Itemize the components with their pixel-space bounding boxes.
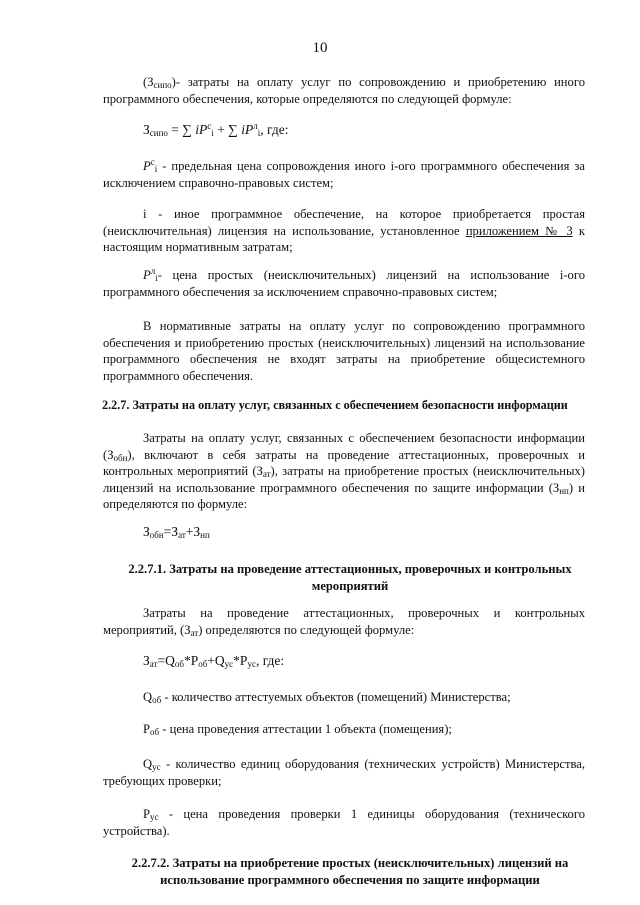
heading-2-2-7: 2.2.7. Затраты на оплату услуг, связанных с обеспечением безопасности информации (102, 398, 568, 412)
definition-license-price: $P^л_i-$ цена простых (неисключительных) лицензий на использование i-ого программного обеспечения за исключением справочно-правовых систем; (103, 266, 585, 299)
paragraph-security-costs: Затраты на оплату услуг, связанных с обеспечением безопасности информации $(З_{обн})$, включают в себя затраты на проведение аттестационных, проверочных и контрольных мероприятий $(З_{ат})$, затраты на приобретение простых (неисключительных) лицензий на использование программного обеспечения по защите информации $(З_{нп})$ и определяются по формуле: (103, 431, 585, 511)
heading-2-2-7-2: 2.2.7.2. Затраты на приобретение простых (неисключительных) лицензий на использование программного обеспечения по защите информации (131, 856, 569, 887)
formula-attestation: $З_{ат}=Q_{об}*P_{об}+Q_{ус}*P_{ус}$, где: (143, 653, 285, 669)
definition-i-software: i - иное программное обеспечение, на которое приобретается простая (неисключительная) лицензия на использование, установленное приложением № 3 к настоящим нормативным затратам; (103, 207, 585, 254)
definition-p-objects: $P_{об}$ - цена проведения аттестации 1 объекта (помещения); (143, 722, 452, 737)
paragraph-normative-exclusion: В нормативные затраты на оплату услуг по сопровождению программного обеспечения и приобретению простых (неисключительных) лицензий на использование программного обеспечения не входят затраты на приобретение общесистемного программного обеспечения. (103, 319, 585, 383)
paragraph-sipo-intro: $(З_{сипо})-$ затраты на оплату услуг по сопровождению и приобретению иного программного обеспечения, которые определяются по следующей формуле: (103, 75, 585, 106)
page-number: 10 (312, 40, 328, 56)
formula-security: $З_{обн}=З_{ат}+З_{нп}$ (143, 524, 210, 540)
formula-sipo: $З_{сипо}$ = ∑ $iP^с_i$ + ∑ $iP^л_i$, где: (143, 121, 289, 138)
definition-q-objects: $Q_{об}$ - количество аттестуемых объектов (помещений) Министерства; (143, 690, 511, 705)
definition-p-devices: $P_{ус}$ - цена проведения проверки 1 единицы оборудования (технического устройства). (103, 807, 585, 838)
paragraph-attestation-costs: Затраты на проведение аттестационных, проверочных и контрольных мероприятий, $(З_{ат})$ определяются по следующей формуле: (103, 606, 585, 638)
definition-q-devices: $Q_{ус}$ - количество единиц оборудования (технических устройств) Министерства, требующих проверки; (103, 757, 585, 788)
appendix-link[interactable]: приложением № 3 (465, 223, 573, 238)
definition-price-support: $P^c_i$ - предельная цена сопровождения иного i-ого программного обеспечения за исключением справочно-правовых систем; (103, 157, 585, 190)
heading-2-2-7-1: 2.2.7.1. Затраты на проведение аттестационных, проверочных и контрольных мероприятий (128, 562, 572, 593)
